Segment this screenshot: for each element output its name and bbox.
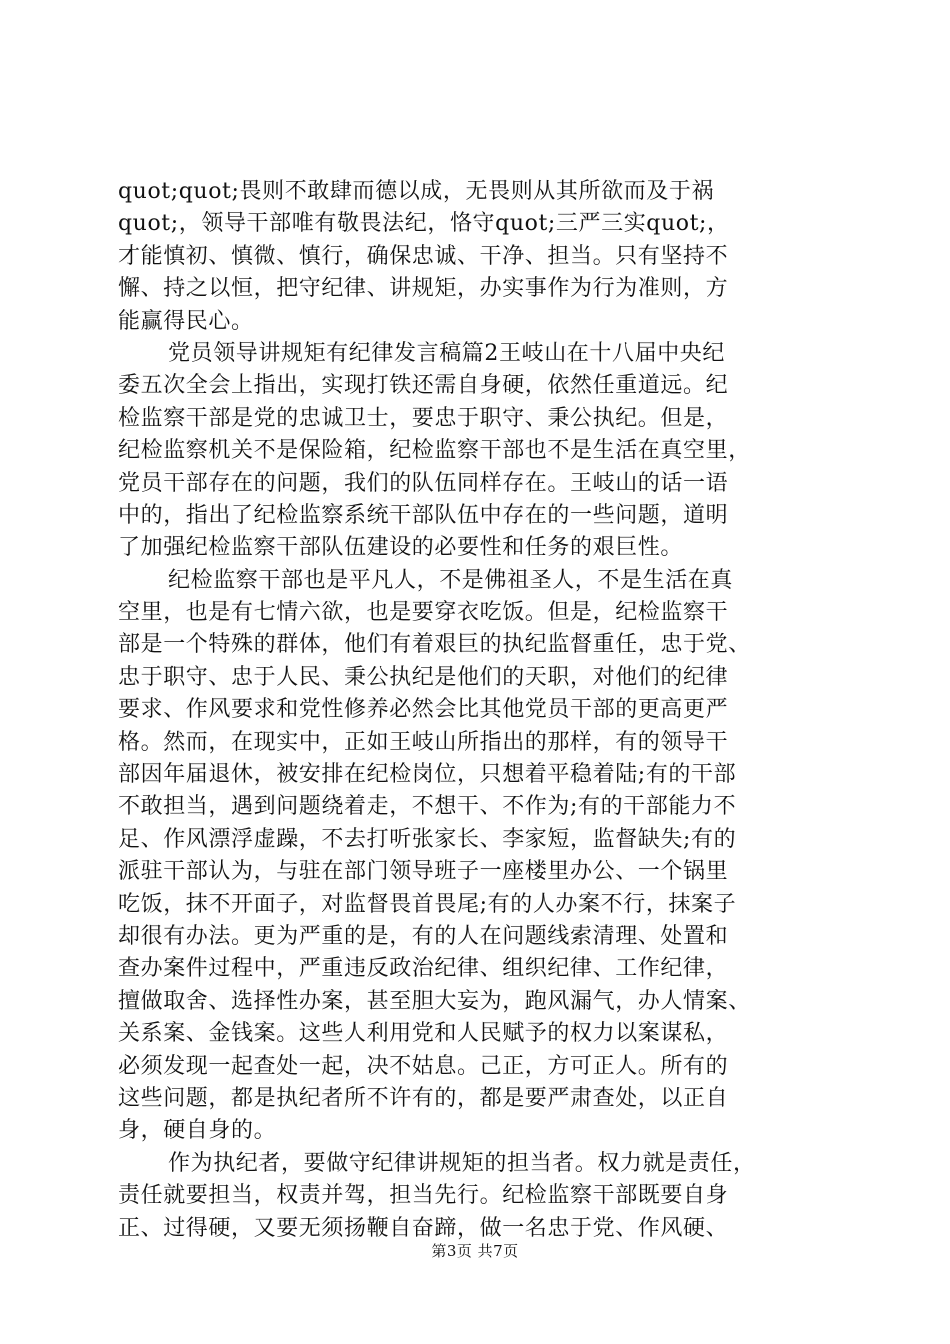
text-line: 忠于职守、忠于人民、秉公执纪是他们的天职，对他们的纪律 — [118, 664, 729, 690]
text-line: 能赢得民心。 — [118, 308, 254, 334]
text-line: 作为执纪者，要做守纪律讲规矩的担当者。权力就是责任， — [168, 1150, 756, 1176]
text-line: 要求、作风要求和党性修养必然会比其他党员干部的更高更严 — [118, 697, 729, 723]
text-line: 正、过得硬，又要无须扬鞭自奋蹄，做一名忠于党、作风硬、 — [118, 1215, 729, 1241]
body-text — [118, 176, 834, 1245]
text-line: 了加强纪检监察干部队伍建设的必要性和任务的艰巨性。 — [118, 535, 684, 561]
text-line: 中的，指出了纪检监察系统干部队伍中存在的一些问题，道明 — [118, 502, 729, 528]
text-line: 纪检监察干部也是平凡人，不是佛祖圣人，不是生活在真 — [168, 567, 734, 593]
text-line: 委五次全会上指出，实现打铁还需自身硬，依然任重道远。纪 — [118, 373, 729, 399]
text-line: 部是一个特殊的群体，他们有着艰巨的执纪监督重任，忠于党、 — [118, 632, 751, 658]
text-line: 责任就要担当，权责并驾，担当先行。纪检监察干部既要自身 — [118, 1183, 729, 1209]
text-line: 空里，也是有七情六欲，也是要穿衣吃饭。但是，纪检监察干 — [118, 600, 729, 626]
text-line: 查办案件过程中，严重违反政治纪律、组织纪律、工作纪律， — [118, 956, 729, 982]
text-line: 足、作风漂浮虚躁，不去打听张家长、李家短，监督缺失;有的 — [118, 826, 737, 852]
text-line: quot;quot;畏则不敢肆而德以成，无畏则从其所欲而及于祸 — [118, 179, 715, 204]
text-line: 这些问题，都是执纪者所不许有的，都是要严肃查处，以正自 — [118, 1085, 729, 1111]
text-line: 格。然而，在现实中，正如王岐山所指出的那样，有的领导干 — [118, 729, 729, 755]
text-line: 纪检监察机关不是保险箱，纪检监察干部也不是生活在真空里， — [118, 438, 751, 464]
text-line: 党员干部存在的问题，我们的队伍同样存在。王岐山的话一语 — [118, 470, 729, 496]
text-line: 身，硬自身的。 — [118, 1118, 277, 1144]
text-line: 吃饭，抹不开面子，对监督畏首畏尾;有的人办案不行，抹案子 — [118, 891, 737, 917]
text-line: 擅做取舍、选择性办案，甚至胆大妄为，跑风漏气，办人情案、 — [118, 988, 751, 1014]
text-line: 检监察干部是党的忠诚卫士，要忠于职守、秉公执纪。但是， — [118, 405, 729, 431]
text-line: 派驻干部认为，与驻在部门领导班子一座楼里办公、一个锅里 — [118, 859, 729, 885]
text-line: 却很有办法。更为严重的是，有的人在问题线索清理、处置和 — [118, 923, 729, 949]
text-line: 才能慎初、慎微、慎行，确保忠诚、干净、担当。只有坚持不 — [118, 243, 729, 269]
text-line: 党员领导讲规矩有纪律发言稿篇2王岐山在十八届中央纪 — [168, 340, 725, 366]
text-line: 必须发现一起查处一起，决不姑息。己正，方可正人。所有的 — [118, 1053, 729, 1079]
text-line: 不敢担当，遇到问题绕着走，不想干、不作为;有的干部能力不 — [118, 794, 737, 820]
text-line: 懈、持之以恒，把守纪律、讲规矩，办实事作为行为准则，方 — [118, 276, 729, 302]
text-line: 部因年届退休，被安排在纪检岗位，只想着平稳着陆;有的干部 — [118, 762, 737, 788]
text-line: quot;，领导干部唯有敬畏法纪，恪守quot;三严三实quot;， — [118, 211, 730, 237]
text-line: 关系案、金钱案。这些人利用党和人民赋予的权力以案谋私， — [118, 1021, 729, 1047]
page-footer: 第3页 共7页 — [431, 1242, 519, 1260]
